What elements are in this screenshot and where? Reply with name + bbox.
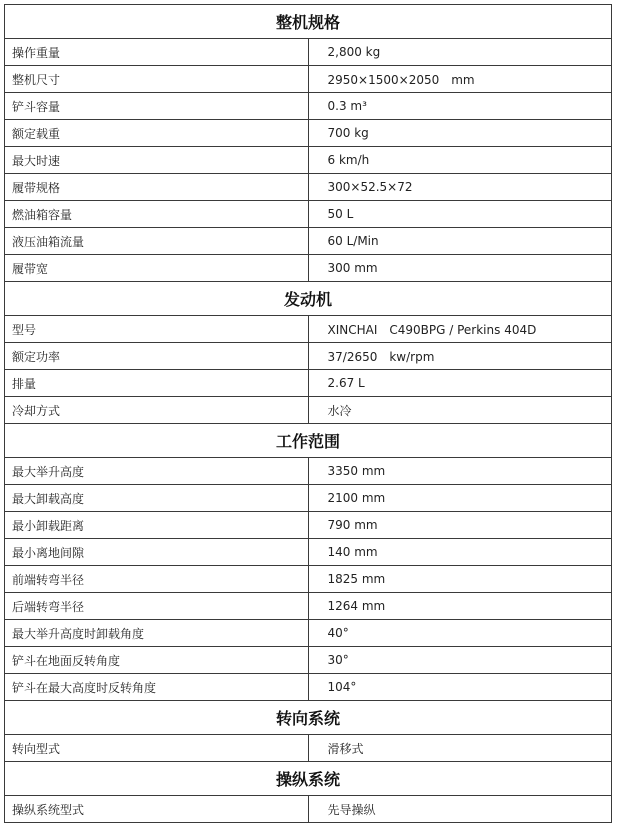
spec-row: [5, 120, 612, 147]
spec-row: [5, 93, 612, 120]
section-header-row: [5, 701, 612, 735]
spec-label: 最大时速: [5, 147, 309, 174]
section-header-row: [5, 424, 612, 458]
section-header-row: [5, 282, 612, 316]
spec-label: 前端转弯半径: [5, 566, 309, 593]
spec-row: [5, 566, 612, 593]
spec-label: 最小卸载距离: [5, 512, 309, 539]
spec-row: [5, 66, 612, 93]
spec-row: [5, 735, 612, 762]
spec-row: [5, 458, 612, 485]
spec-label: 操作重量: [5, 39, 309, 66]
spec-value: 50 L: [308, 201, 612, 228]
section-title: 发动机: [5, 282, 612, 316]
spec-label: 液压油箱流量: [5, 228, 309, 255]
spec-label: 铲斗在最大高度时反转角度: [5, 674, 309, 701]
spec-label: 铲斗容量: [5, 93, 309, 120]
spec-value: 30°: [308, 647, 612, 674]
spec-label: 最小离地间隙: [5, 539, 309, 566]
spec-value: 2,800 kg: [308, 39, 612, 66]
spec-label: 额定功率: [5, 343, 309, 370]
spec-label: 型号: [5, 316, 309, 343]
spec-table: [4, 4, 612, 823]
spec-label: 履带宽: [5, 255, 309, 282]
spec-value: 先导操纵: [308, 796, 612, 823]
spec-row: [5, 647, 612, 674]
spec-label: 履带规格: [5, 174, 309, 201]
spec-value: 水冷: [308, 397, 612, 424]
spec-value: 0.3 m³: [308, 93, 612, 120]
spec-value: 3350 mm: [308, 458, 612, 485]
spec-label: 额定载重: [5, 120, 309, 147]
spec-value: 滑移式: [308, 735, 612, 762]
spec-row: [5, 370, 612, 397]
spec-row: [5, 674, 612, 701]
spec-value: 700 kg: [308, 120, 612, 147]
spec-label: 铲斗在地面反转角度: [5, 647, 309, 674]
spec-row: [5, 796, 612, 823]
spec-label: 冷却方式: [5, 397, 309, 424]
spec-row: [5, 147, 612, 174]
spec-label: 操纵系统型式: [5, 796, 309, 823]
spec-value: 40°: [308, 620, 612, 647]
spec-label: 排量: [5, 370, 309, 397]
spec-label: 燃油箱容量: [5, 201, 309, 228]
spec-label: 整机尺寸: [5, 66, 309, 93]
spec-value: 1264 mm: [308, 593, 612, 620]
spec-label: 最大举升高度: [5, 458, 309, 485]
spec-value: 6 km/h: [308, 147, 612, 174]
spec-value: 2100 mm: [308, 485, 612, 512]
spec-value: 2.67 L: [308, 370, 612, 397]
section-title: 工作范围: [5, 424, 612, 458]
spec-row: [5, 512, 612, 539]
spec-value: 790 mm: [308, 512, 612, 539]
spec-label: 转向型式: [5, 735, 309, 762]
spec-row: [5, 343, 612, 370]
spec-row: [5, 201, 612, 228]
spec-row: [5, 39, 612, 66]
spec-label: 后端转弯半径: [5, 593, 309, 620]
spec-row: [5, 228, 612, 255]
spec-value: 140 mm: [308, 539, 612, 566]
spec-label: 最大卸载高度: [5, 485, 309, 512]
spec-value: 104°: [308, 674, 612, 701]
spec-table-body: [5, 5, 612, 823]
section-header-row: [5, 762, 612, 796]
spec-row: [5, 397, 612, 424]
spec-row: [5, 593, 612, 620]
spec-value: 300×52.5×72: [308, 174, 612, 201]
section-header-row: [5, 5, 612, 39]
spec-label: 最大举升高度时卸载角度: [5, 620, 309, 647]
spec-value: 60 L/Min: [308, 228, 612, 255]
spec-row: [5, 620, 612, 647]
section-title: 转向系统: [5, 701, 612, 735]
spec-value: 300 mm: [308, 255, 612, 282]
section-title: 操纵系统: [5, 762, 612, 796]
spec-row: [5, 316, 612, 343]
spec-value: 37/2650 kw/rpm: [308, 343, 612, 370]
spec-row: [5, 485, 612, 512]
spec-value: 2950×1500×2050 mm: [308, 66, 612, 93]
spec-value: 1825 mm: [308, 566, 612, 593]
spec-row: [5, 255, 612, 282]
spec-row: [5, 539, 612, 566]
spec-row: [5, 174, 612, 201]
section-title: 整机规格: [5, 5, 612, 39]
spec-value: XINCHAI C490BPG / Perkins 404D: [308, 316, 612, 343]
